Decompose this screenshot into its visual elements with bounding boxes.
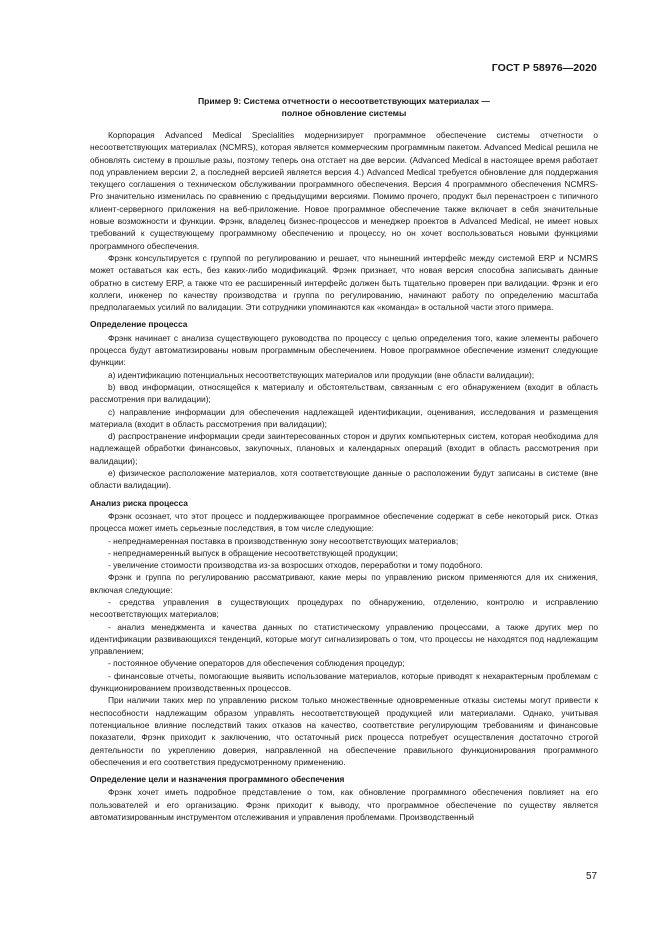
risk-list-item: - средства управления в существующих процедурах по обнаружению, отделению, контролю и исправлению несоответствующих материалов; [90,596,598,620]
example-title-line-2: полное обновление системы [281,107,407,118]
risk-list-item: - анализ менеджмента и качества данных по статистическому управлению процессами, а также других мер по идентификации развивающихся тенденций, которые могут сигнализировать о том, что процессы не находятся под надлежащим управлением; [90,621,598,657]
intro-paragraph: Корпорация Advanced Medical Specialities модернизирует программное обеспечение системы отчетности о несоответствующих материалах (NCMRS), которая является коммерческим программным пакетом. Advanced Medical решила не обновлять систему в прошлые разы, поэтому теперь она отстает на две версии. (Advanced Medical в настоящее время работает под управлением версии 2, а последней версией является версия 4.) Advanced Medical требуется обновление для поддержания текущего соглашения о техническом обслуживании программного обеспечения. Версия 4 программного обеспечения NCMRS-Pro значительно изменилась по сравнению с предыдущими версиями. Помимо прочего, продукт был перенастроен с типичного клиент-серверного приложения на веб-приложение. Новое программное обеспечение также включает в себя значительные новые возможности и функции. Фрэнк, владелец бизнес-процессов и менеджер проектов в Advanced Medical, не имеет новых требований к существующему программному обеспечению и процессу, но он хочет воспользоваться новыми функциями программного обеспечения. [90,130,598,251]
process-list-item: b) ввод информации, относящейся к материалу и обстоятельствам, связанным с его обнаружением (входит в область рассмотрения при валидации); [90,381,598,405]
risk-paragraph: При наличии таких мер по управлению риском только множественные одновременные отказы системы могут привести к неспособности надлежащим образом управлять несоответствующей продукцией или материалами. Однако, учитывая потенциальное влияние последствий таких отказов на качество, соответствие регулирующим требованиям и финансовые показатели, Фрэнк приходит к заключению, что остаточный риск процесса потребует осуществления достаточно строгой деятельности по укреплению доверия, направленной на обеспечение правильного функционирования программного обеспечения и его соответствия предусмотренному применению. [90,695,598,767]
risk-paragraph: Фрэнк осознает, что этот процесс и поддерживающее программное обеспечение содержат в себе некоторый риск. Отказ процесса может иметь серьезные последствия, в том числе следующие: [90,510,598,534]
intro-paragraph: Фрэнк консультируется с группой по регулированию и решает, что нынешний интерфейс между системой ERP и NCMRS может оставаться как есть, без каких-либо модификаций. Фрэнк признает, что новая версия способна записывать данные обратно в систему ERP, а также что ее расширенный интерфейс должен быть тщательно проверен при валидации. Фрэнк и его коллеги, инженер по качеству производства и группа по регулированию, начинают работу по определению масштаба предполагаемых усилий по валидации. Эти сотрудники упоминаются как «команда» в остальной части этого примера. [90,252,598,313]
risk-list-item: - постоянное обучение операторов для обеспечения соблюдения процедур; [108,658,405,669]
process-list-item: c) направление информации для обеспечения надлежащей идентификации, оценивания, исследования и размещения материала (входит в область рассмотрения при валидации); [90,406,598,429]
document-code: ГОСТ Р 58976—2020 [491,62,597,74]
risk-list-item: - непреднамеренная поставка в производственную зону несоответствующих материалов; [108,535,459,546]
risk-paragraph: Фрэнк и группа по регулированию рассматривают, какие меры по управлению риском применяются для их снижения, включая следующие: [90,572,598,595]
page-number: 57 [586,871,598,882]
section-heading-goals: Определение цели и назначения программного обеспечения [90,774,345,785]
goals-paragraph: Фрэнк хочет иметь подробное представление о том, как обновление программного обеспечения повлияет на его пользователей и его организацию. Фрэнк приходит к выводу, что программное обеспечение по существу является автоматизированным инструментом отслеживания и управления проблемами. Производственный [90,787,598,823]
risk-list-item: - финансовые отчеты, помогающие выявить использование материалов, которые приводят к нехарактерным проблемам с функционированием производственных процессов. [90,670,598,694]
process-list-item: a) идентификацию потенциальных несоответствующих материалов или продукции (вне области валидации); [108,369,535,380]
example-title-line-1: Пример 9: Система отчетности о несоответствующих материалах — [197,96,491,106]
process-paragraph: Фрэнк начинает с анализа существующего руководства по процессу с целью определения того, какие элементы рабочего процесса будут автоматизированы новым программным обеспечением. Новое программное обеспечение изменит следующие функции: [90,332,598,368]
process-list-item: e) физическое расположение материалов, хотя соответствующие данные о расположении будут записаны в системе (вне области валидации). [90,468,598,491]
risk-list-item: - непреднамеренный выпуск в обращение несоответствующей продукции; [108,547,398,558]
process-list-item: d) распространение информации среди заинтересованных сторон и других компьютерных систем, которая необходима для надлежащей обработки финансовых, закупочных, плановых и календарных операций (входит в область рассмотрения при валидации); [90,431,598,466]
page-content [90,96,598,823]
example-title [90,96,598,119]
risk-list-item: - увеличение стоимости производства из-за возросших отходов, переработки и тому подобного. [108,560,483,571]
section-heading-risk: Анализ риска процесса [90,497,188,508]
section-heading-process: Определение процесса [90,319,188,330]
